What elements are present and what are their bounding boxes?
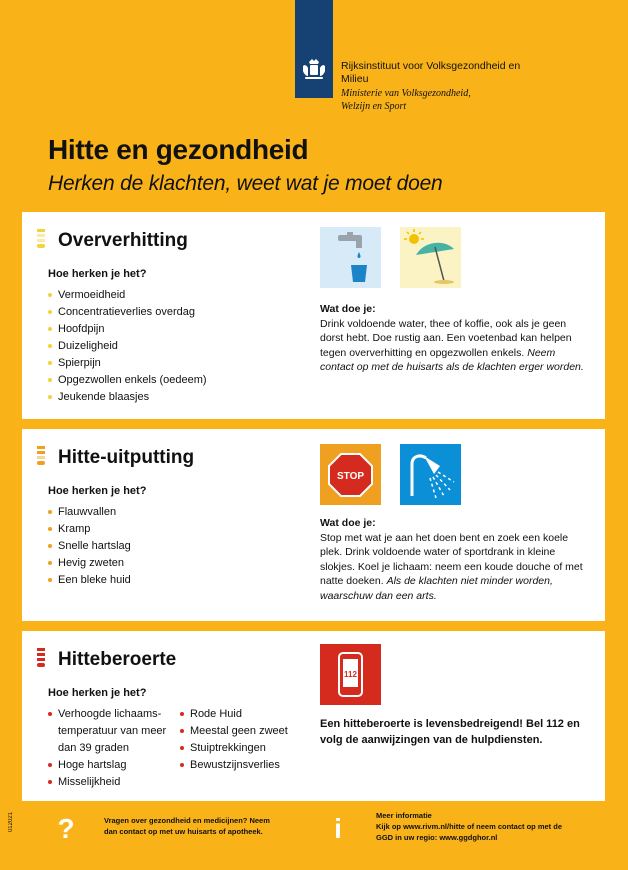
coat-of-arms-icon xyxy=(299,56,329,86)
list-item: Stuiptrekkingen xyxy=(180,740,288,757)
water-tap-icon xyxy=(320,227,381,288)
page-title: Hitte en gezondheid xyxy=(48,134,309,165)
phone-number: 112 xyxy=(344,670,357,679)
list-item: Meestal geen zweet xyxy=(180,723,288,740)
what-to-do xyxy=(320,302,590,375)
organisation-name-block xyxy=(341,60,526,113)
list-item: Hoofdpijn xyxy=(48,321,207,338)
list-item xyxy=(48,706,188,757)
section-title: Hitte-uitputting xyxy=(58,447,195,468)
sun-umbrella-icon xyxy=(400,227,461,288)
panel-oververhitting xyxy=(22,212,605,419)
list-item: Concentratieverlies overdag xyxy=(48,304,207,321)
list-item: Snelle hartslag xyxy=(48,538,131,555)
shower-icon xyxy=(400,444,461,505)
danger-text: Een hitteberoerte is levensbedreigend! Bel 112 en volg de aanwijzingen van de hulpdiensten. xyxy=(320,718,580,746)
info-icon xyxy=(320,811,356,847)
list-item: Duizeligheid xyxy=(48,338,207,355)
what-label: Wat doe je: xyxy=(320,517,376,529)
info-title: Meer informatie xyxy=(376,811,432,820)
list-item: Hoge hartslag xyxy=(48,757,188,774)
ministry-name: Ministerie van Volksgezondheid, Welzijn en Sport xyxy=(341,88,471,112)
org-name: Rijksinstituut voor Volksgezondheid en Milieu xyxy=(341,60,521,85)
list-item-line: dan 39 graden xyxy=(58,742,129,754)
list-item: Bewustzijnsverlies xyxy=(180,757,288,774)
symptom-list xyxy=(48,287,207,406)
list-item: Een bleke huid xyxy=(48,572,131,589)
list-item: Flauwvallen xyxy=(48,504,131,521)
how-label: Hoe herken je het? xyxy=(48,268,147,280)
rijksoverheid-logo-bar xyxy=(295,0,333,98)
stop-sign-icon xyxy=(320,444,381,505)
page-subtitle: Herken de klachten, weet wat je moet doen xyxy=(48,172,443,195)
list-item: Hevig zweten xyxy=(48,555,131,572)
what-note: Als de klachten niet minder worden, waarschuw dan een arts. xyxy=(320,575,553,602)
list-item: Vermoeidheid xyxy=(48,287,207,304)
symptom-list-col2 xyxy=(180,706,288,774)
info-text: Kijk op www.rivm.nl/hitte of neem contact op met de GGD in uw regio: www.ggdghor.nl xyxy=(376,822,562,842)
question-symbol: ? xyxy=(57,813,75,844)
what-text: Stop met wat je aan het doen bent en zoek een koele plek. Drink voldoende water of sportdrank in kleine slokjes. Koel je lichaam: neem een koude douche of met natte doeken. xyxy=(320,531,583,587)
info-symbol: i xyxy=(334,813,342,844)
how-label: Hoe herken je het? xyxy=(48,687,147,699)
how-label: Hoe herken je het? xyxy=(48,485,147,497)
what-text: Drink voldoende water, thee of koffie, ook als je geen dorst hebt. Doe rustig aan. Een voetenbad kan helpen tegen oververhitting en opgezwollen enkels. xyxy=(320,317,572,359)
phone-112-icon xyxy=(320,644,381,705)
section-title: Oververhitting xyxy=(58,230,188,251)
section-title: Hitteberoerte xyxy=(58,649,177,670)
panel-hitteberoerte xyxy=(22,631,605,801)
document-code: 012021 xyxy=(8,812,14,833)
warning-level-high-icon xyxy=(37,648,45,667)
what-label: Wat doe je: xyxy=(320,303,376,315)
symptom-list xyxy=(48,504,131,589)
more-info xyxy=(376,810,576,843)
list-item: Rode Huid xyxy=(180,706,288,723)
question-icon xyxy=(48,811,84,847)
panel-hitte-uitputting xyxy=(22,429,605,621)
list-item: Misselijkheid xyxy=(48,774,188,791)
symptom-list-col1 xyxy=(48,706,188,791)
list-item-line: temperatuur van meer xyxy=(58,725,167,737)
list-item: Kramp xyxy=(48,521,131,538)
list-item-line: Verhoogde lichaams- xyxy=(58,708,162,720)
stop-label: STOP xyxy=(336,471,365,482)
list-item: Opgezwollen enkels (oedeem) xyxy=(48,372,207,389)
warning-level-low-icon xyxy=(37,229,45,248)
questions-text: Vragen over gezondheid en medicijnen? Neem dan contact op met uw huisarts of apotheek. xyxy=(104,816,270,836)
warning-level-medium-icon xyxy=(37,446,45,465)
list-item: Spierpijn xyxy=(48,355,207,372)
what-note: Neem contact op met de huisarts als de klachten erger worden. xyxy=(320,346,584,373)
what-to-do xyxy=(320,516,590,603)
list-item: Jeukende blaasjes xyxy=(48,389,207,406)
